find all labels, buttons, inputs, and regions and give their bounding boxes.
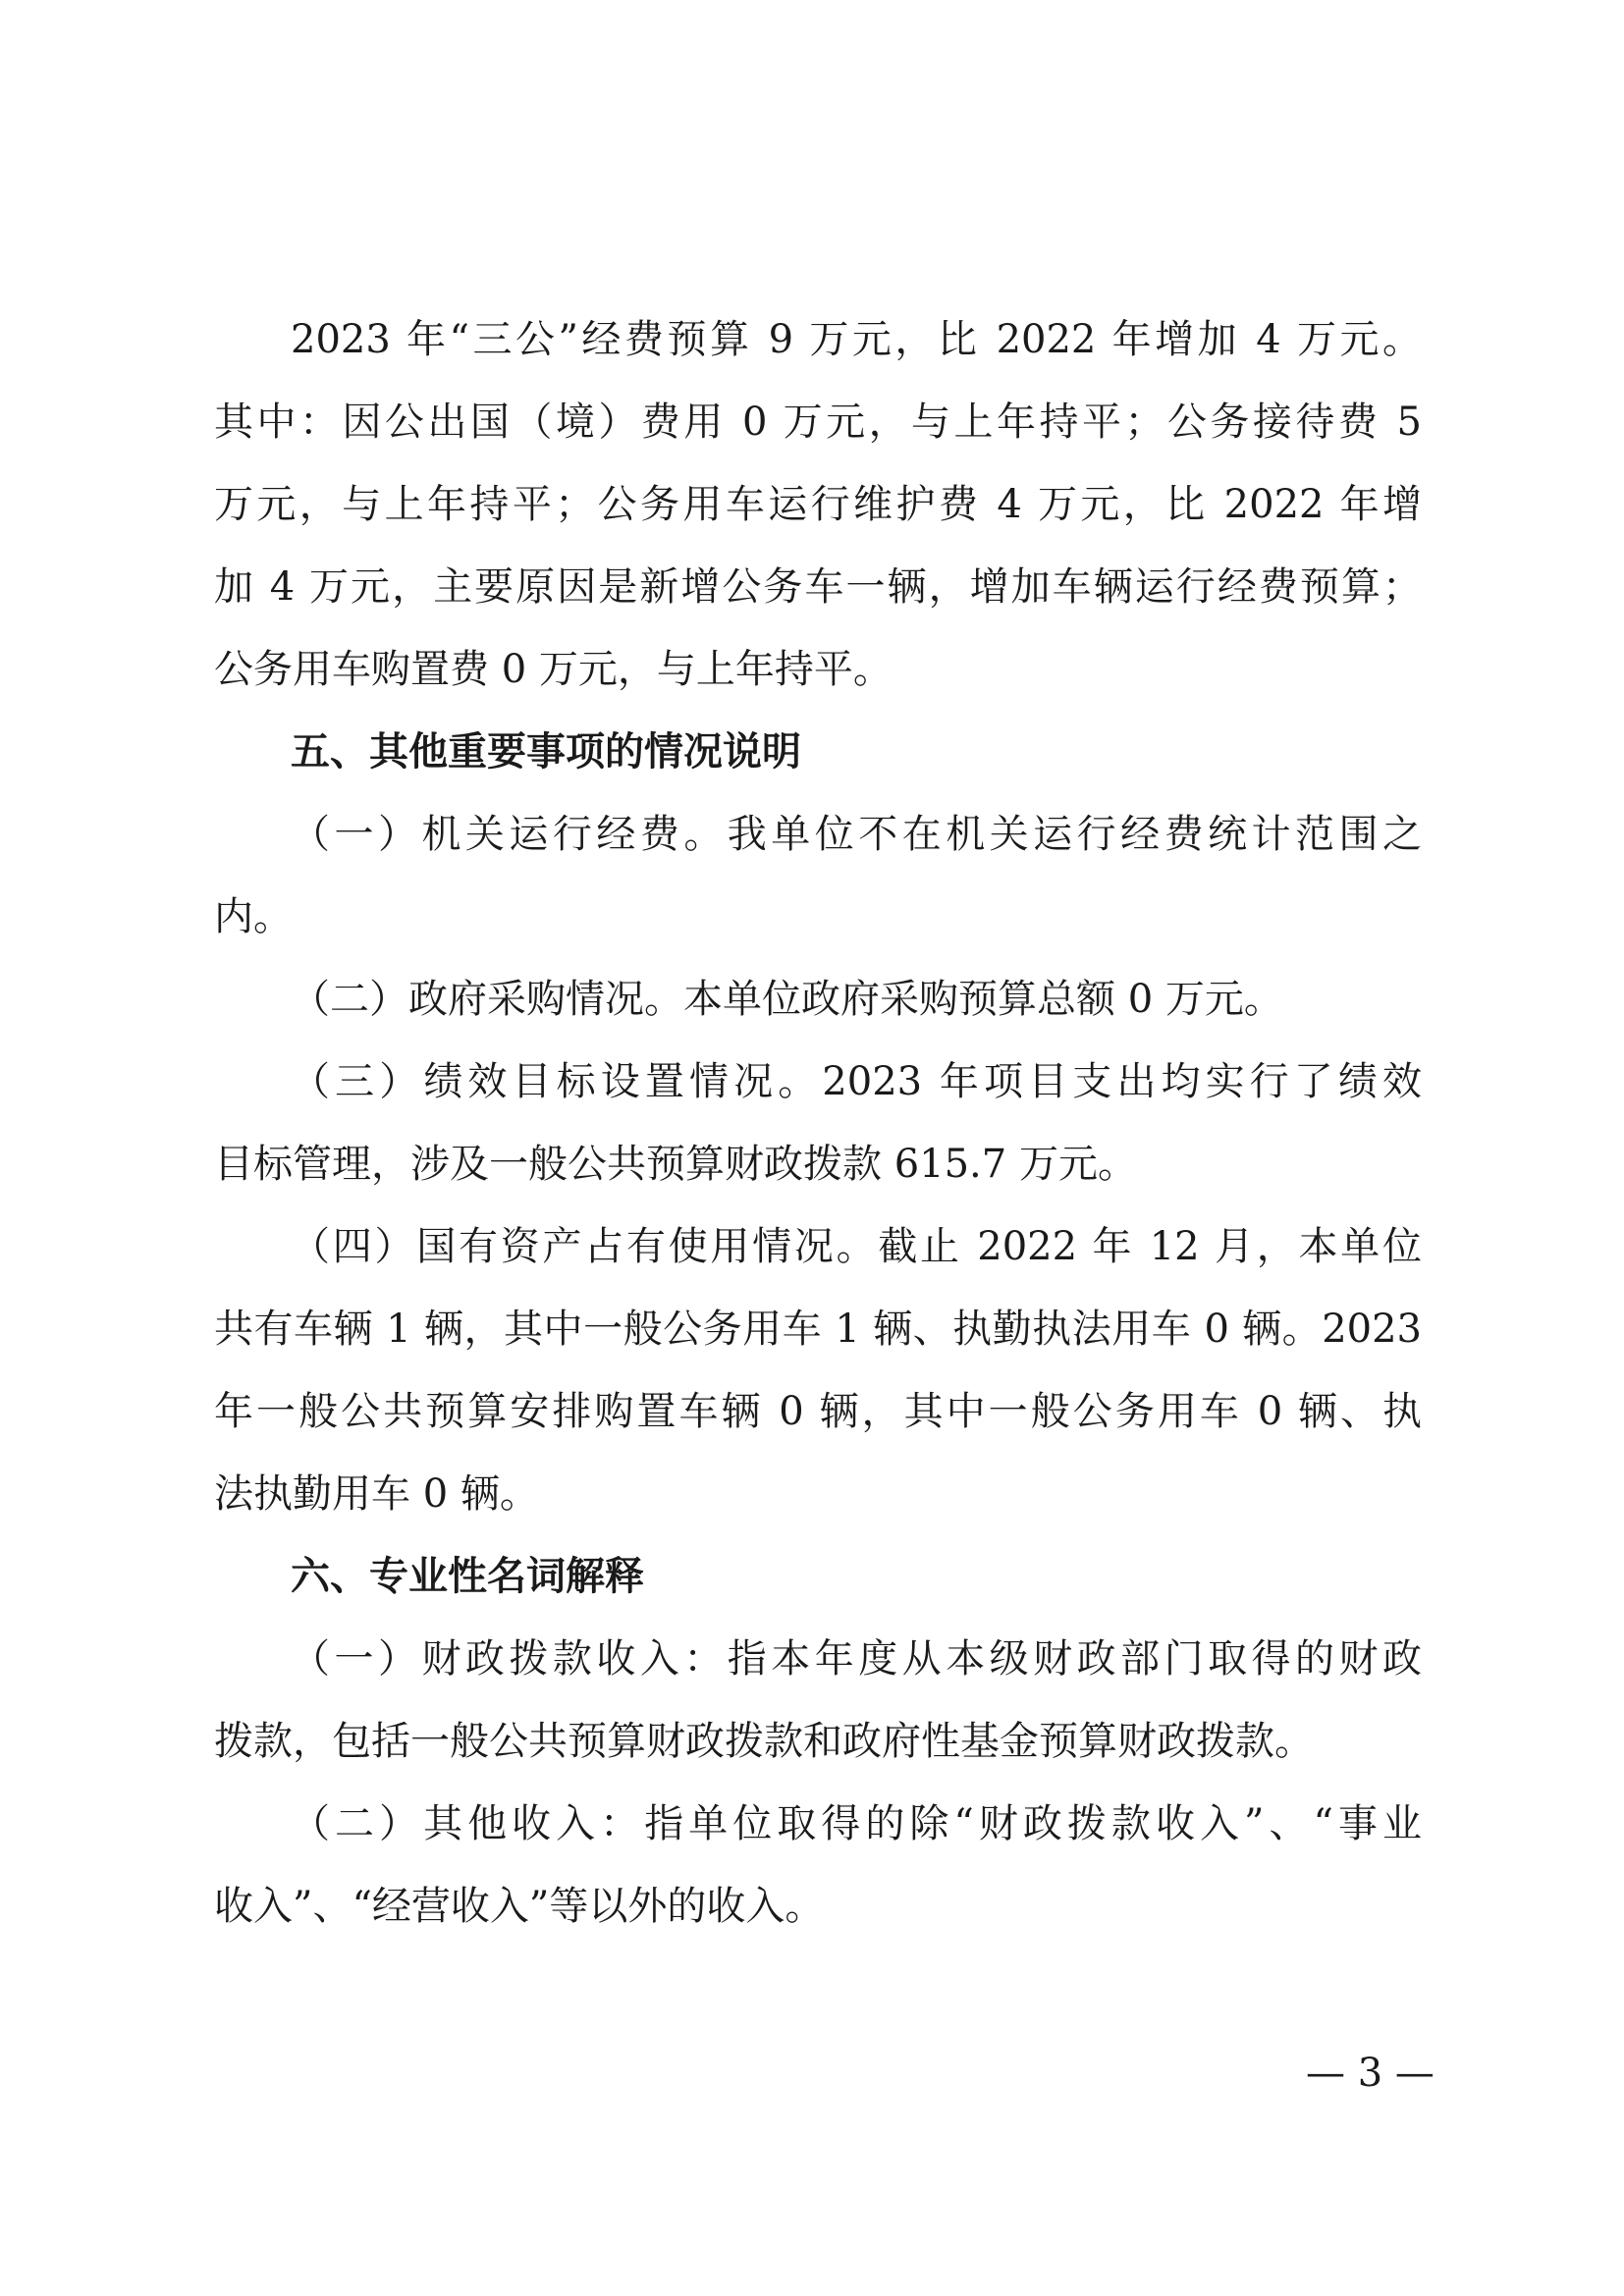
- paragraph-line: 其中：因公出国（境）费用 0 万元，与上年持平；公务接待费 5: [214, 400, 1422, 445]
- paragraph-line: 公务用车购置费 0 万元，与上年持平。: [214, 647, 893, 692]
- paragraph-line: 年一般公共预算安排购置车辆 0 辆，其中一般公务用车 0 辆、执: [214, 1389, 1422, 1434]
- paragraph-line: 内。: [214, 894, 293, 939]
- paragraph-line: 万元，与上年持平；公务用车运行维护费 4 万元，比 2022 年增: [214, 482, 1422, 527]
- page-number: — 3 —: [1306, 2051, 1435, 2096]
- paragraph-line: 共有车辆 1 辆，其中一般公务用车 1 辆、执勤执法用车 0 辆。2023: [214, 1307, 1422, 1352]
- section-heading: 五、其他重要事项的情况说明: [291, 729, 801, 774]
- paragraph-line: （四）国有资产占有使用情况。截止 2022 年 12 月，本单位: [291, 1224, 1422, 1269]
- paragraph-line: 2023 年“三公”经费预算 9 万元，比 2022 年增加 4 万元。: [291, 317, 1422, 362]
- paragraph-line: （二）其他收入：指单位取得的除“财政拨款收入”、“事业: [291, 1801, 1422, 1846]
- paragraph-line: 收入”、“经营收入”等以外的收入。: [214, 1884, 825, 1929]
- paragraph-line: 目标管理，涉及一般公共预算财政拨款 615.7 万元。: [214, 1142, 1137, 1187]
- paragraph-line: 法执勤用车 0 辆。: [214, 1471, 539, 1517]
- paragraph-line: 拨款，包括一般公共预算财政拨款和政府性基金预算财政拨款。: [214, 1719, 1314, 1764]
- paragraph-line: 加 4 万元，主要原因是新增公务车一辆，增加车辆运行经费预算；: [214, 564, 1422, 610]
- paragraph-line: （二）政府采购情况。本单位政府采购预算总额 0 万元。: [291, 977, 1283, 1022]
- paragraph-line: （一）财政拨款收入：指本年度从本级财政部门取得的财政: [291, 1636, 1422, 1682]
- paragraph-line: （三）绩效目标设置情况。2023 年项目支出均实行了绩效: [291, 1059, 1422, 1104]
- paragraph-line: （一）机关运行经费。我单位不在机关运行经费统计范围之: [291, 812, 1422, 857]
- section-heading: 六、专业性名词解释: [291, 1554, 644, 1599]
